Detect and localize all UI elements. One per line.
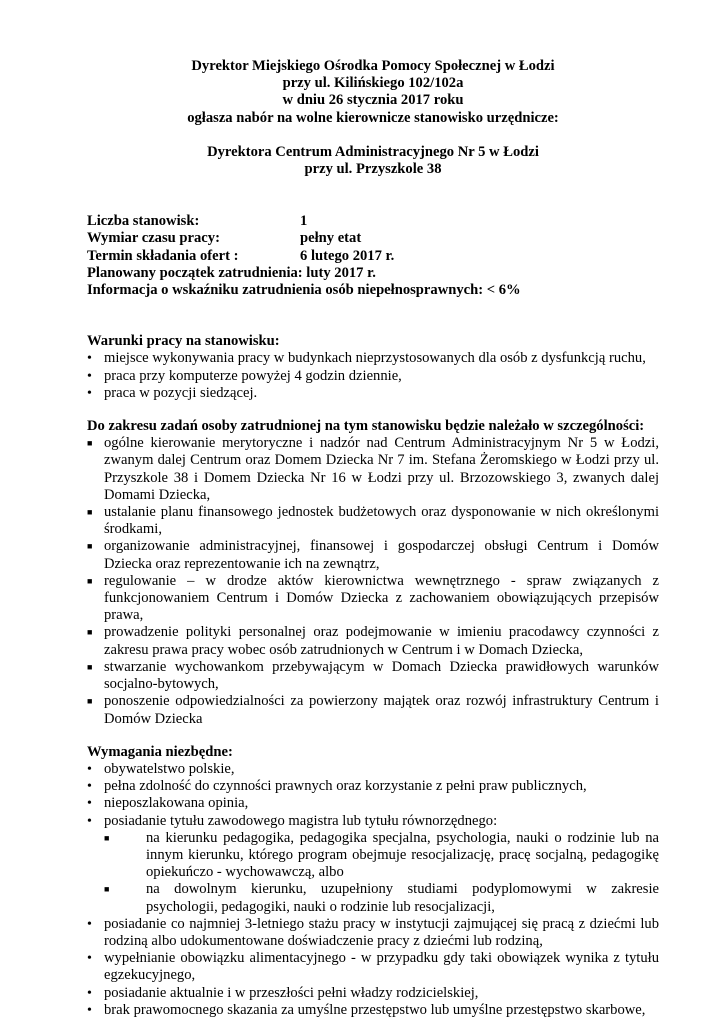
sub-list-item: ■ na kierunku pedagogika, pedagogika specjalna, psychologia, nauki o rodzinie lub na innym kierunku, którego program obejmuje resocjalizację, pracę socjalną, pedagogikę opiekuńczo - wychowawczą, albo <box>104 829 659 881</box>
bullet-dot-icon: • <box>87 916 92 932</box>
list-item: ■ ustalanie planu finansowego jednostek budżetowych oraz dysponowanie w nich określonymi środkami, <box>87 504 659 538</box>
bullet-square-icon: ■ <box>104 832 110 843</box>
list-item: ■ organizowanie administracyjnej, finansowej i gospodarczej obsługi Centrum i Domów Dziecka oraz reprezentowanie ich na zewnątrz, <box>87 538 659 572</box>
conditions-list <box>87 350 659 402</box>
header-line: przy ul. Kilińskiego 102/102a <box>282 75 464 92</box>
bullet-dot-icon: • <box>87 779 92 795</box>
list-item: ■ regulowanie – w drodze aktów kierownictwa wewnętrznego - spraw związanych z funkcjonowaniem Centrum i Domów Dziecka z zachowaniem obowiązujących przepisów prawa, <box>87 572 659 624</box>
info-label: Termin składania ofert : <box>87 247 239 264</box>
bullet-dot-icon: • <box>87 351 92 367</box>
info-label: Wymiar czasu pracy: <box>87 230 220 247</box>
bullet-dot-icon: • <box>87 368 92 384</box>
list-item: • obywatelstwo polskie, <box>87 760 235 777</box>
list-item: ■ prowadzenie polityki personalnej oraz podejmowanie w imieniu pracodawcy czynności z zakresu prawa pracy wobec osób zatrudnionych w Centrum i w Domach Dziecka, <box>87 624 659 658</box>
info-label: Liczba stanowisk: <box>87 213 200 230</box>
list-item: • praca w pozycji siedzącej. <box>87 384 258 401</box>
bullet-square-icon: ■ <box>87 575 93 586</box>
duties-list <box>87 435 659 727</box>
list-item: ■ ponoszenie odpowiedzialności za powierzony majątek oraz rozwój infrastruktury Centrum i Domów Dziecka <box>87 693 659 727</box>
bullet-square-icon: ■ <box>87 438 93 449</box>
info-value: 6 lutego 2017 r. <box>300 247 395 264</box>
sub-list-item: ■ na dowolnym kierunku, uzupełniony studiami podyplomowymi w zakresie psychologii, pedagogiki, nauki o rodzinie lub resocjalizacji, <box>104 881 659 915</box>
announcement-page <box>87 58 659 1019</box>
position-title: Dyrektora Centrum Administracyjnego Nr 5 w Łodzi <box>207 143 539 160</box>
bullet-dot-icon: • <box>87 385 92 401</box>
bullet-dot-icon: • <box>87 951 92 967</box>
info-value: 1 <box>300 213 308 230</box>
bullet-square-icon: ■ <box>87 627 93 638</box>
info-row-count <box>87 213 659 230</box>
bullet-square-icon: ■ <box>87 541 93 552</box>
list-item: • miejsce wykonywania pracy w budynkach nieprzystosowanych dla osób z dysfunkcją ruchu, <box>87 350 646 367</box>
bullet-dot-icon: • <box>87 796 92 812</box>
bullet-square-icon: ■ <box>104 884 110 895</box>
requirements-list <box>87 761 659 1019</box>
bullet-dot-icon: • <box>87 813 92 829</box>
header-line: ogłasza nabór na wolne kierownicze stanowisko urzędnicze: <box>187 109 559 126</box>
sub-list <box>87 830 659 916</box>
info-row-disability: Informacja o wskaźniku zatrudnienia osób niepełnosprawnych: < 6% <box>87 282 521 299</box>
info-row-deadline <box>87 248 659 265</box>
position-title-block <box>87 144 659 178</box>
list-item: • posiadanie tytułu zawodowego magistra lub tytułu równorzędnego: ■ na kierunku pedagogika, pedagogika specjalna, psychologia, nauki o rodzinie lub na innym kierunku, którego program obejmuje resocjalizację, pracę socjalną, pedagogikę opiekuńczo - wychowawczą, albo ■ na dowolnym kierunku, uzupełniony studiami podyplomowymi w zakresie psychologii, pedagogiki, nauki o rodzinie lub resocjalizacji, <box>87 812 659 915</box>
info-row-start: Planowany początek zatrudnienia: luty 2017 r. <box>87 264 376 281</box>
bullet-square-icon: ■ <box>87 507 93 518</box>
info-block <box>87 213 659 299</box>
list-item: ■ ogólne kierowanie merytoryczne i nadzór nad Centrum Administracyjnym Nr 5 w Łodzi, zwanym dalej Centrum oraz Domem Dziecka Nr 7 im. Stefana Żeromskiego w Łodzi przy ul. Przyszkole 38 i Domem Dziecka Nr 16 w Łodzi przy ul. Brzozowskiego 3, zwanych dalej Domami Dziecka, <box>87 435 659 503</box>
info-row-time <box>87 230 659 247</box>
bullet-square-icon: ■ <box>87 661 93 672</box>
conditions-title: Warunki pracy na stanowisku: <box>87 333 280 350</box>
list-item: • posiadanie co najmniej 3-letniego stażu pracy w instytucji zajmującej się pracą z dziećmi lub rodziną albo udokumentowane doświadczenie pracy z dziećmi lub rodziną, <box>87 915 659 949</box>
list-item: • brak prawomocnego skazania za umyślne przestępstwo lub umyślne przestępstwo skarbowe, <box>87 1001 646 1018</box>
duties-title: Do zakresu zadań osoby zatrudnionej na tym stanowisku będzie należało w szczególności: <box>87 418 645 435</box>
list-item: • posiadanie aktualnie i w przeszłości pełni władzy rodzicielskiej, <box>87 984 479 1001</box>
list-item: • pełna zdolność do czynności prawnych oraz korzystanie z pełni praw publicznych, <box>87 778 587 795</box>
header-line: w dniu 26 stycznia 2017 roku <box>282 92 464 109</box>
list-item: • wypełnianie obowiązku alimentacyjnego - w przypadku gdy taki obowiązek wynika z tytułu egzekucyjnego, <box>87 950 659 984</box>
list-item: • nieposzlakowana opinia, <box>87 795 249 812</box>
header-line: Dyrektor Miejskiego Ośrodka Pomocy Społecznej w Łodzi <box>191 58 555 74</box>
bullet-dot-icon: • <box>87 761 92 777</box>
bullet-square-icon: ■ <box>87 696 93 707</box>
bullet-dot-icon: • <box>87 1002 92 1018</box>
header-block <box>87 58 659 127</box>
requirements-title: Wymagania niezbędne: <box>87 743 233 760</box>
position-address: przy ul. Przyszkole 38 <box>304 161 442 178</box>
info-value: pełny etat <box>300 230 362 247</box>
list-item: ■ stwarzanie wychowankom przebywającym w Domach Dziecka prawidłowych warunków socjalno-bytowych, <box>87 658 659 693</box>
list-item: • praca przy komputerze powyżej 4 godzin dziennie, <box>87 367 402 384</box>
bullet-dot-icon: • <box>87 985 92 1001</box>
